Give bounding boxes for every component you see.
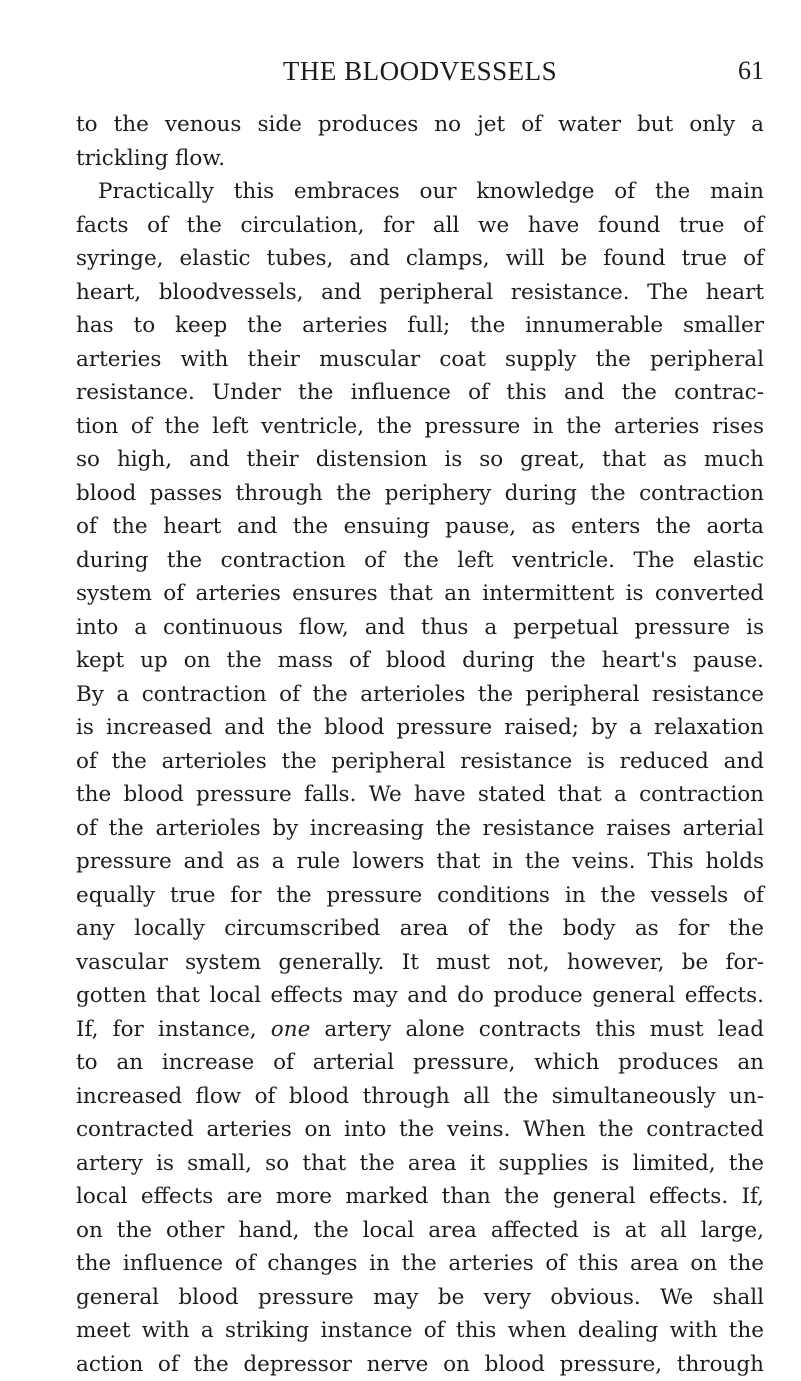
text-line: vascular system generally. It must not, however, be for- — [76, 949, 764, 975]
page-number: 61 — [738, 56, 764, 85]
running-title: THE BLOODVESSELS — [282, 56, 558, 86]
text-line: to an increase of arterial pressure, which produces an — [76, 1050, 764, 1075]
text-line: is increased and the blood pressure raised; by a relaxation — [76, 715, 764, 740]
text-line: facts of the circulation, for all we have found true of — [76, 212, 764, 238]
text-line: kept up on the mass of blood during the heart's pause. — [76, 648, 764, 673]
text-line: By a contraction of the arterioles the peripheral resistance — [76, 681, 764, 707]
text-line: general blood pressure may be very obvious. We shall — [76, 1284, 764, 1310]
text-segment: If, for instance, — [76, 1016, 271, 1042]
italic-word: one — [270, 1016, 311, 1042]
text-line: resistance. Under the influence of this and the contrac- — [76, 380, 764, 405]
text-line: arteries with their muscular coat supply the peripheral — [76, 346, 764, 372]
running-head — [76, 56, 764, 90]
text-line: system of arteries ensures that an intermittent is converted — [76, 581, 764, 606]
text-line: during the contraction of the left ventricle. The elastic — [76, 547, 764, 573]
text-line: of the arterioles the peripheral resistance is reduced and — [76, 748, 764, 774]
text-line: pressure and as a rule lowers that in the veins. This holds — [76, 849, 764, 874]
text-line: tion of the left ventricle, the pressure in the arteries rises — [76, 413, 764, 439]
text-line: of the heart and the ensuing pause, as enters the aorta — [76, 514, 764, 539]
text-line: local effects are more marked than the general effects. If, — [76, 1184, 764, 1209]
text-line: equally true for the pressure conditions in the vessels of — [76, 882, 764, 908]
text-line: the influence of changes in the arteries of this area on the — [76, 1251, 764, 1276]
text-line: any locally circumscribed area of the body as for the — [76, 916, 764, 941]
text-line: to the venous side produces no jet of water but only a — [76, 112, 764, 137]
text-line-with-italic — [76, 1013, 764, 1047]
text-line: trickling flow. — [76, 145, 226, 171]
text-line: blood passes through the periphery during the contraction — [76, 480, 764, 506]
text-line: artery is small, so that the area it supplies is limited, the — [76, 1150, 764, 1176]
text-line: the blood pressure falls. We have stated that a contraction — [76, 782, 764, 807]
text-line: so high, and their distension is so great, that as much — [76, 447, 764, 472]
body-text — [76, 108, 764, 1381]
text-line: has to keep the arteries full; the innumerable smaller — [76, 313, 764, 338]
text-line: meet with a striking instance of this when dealing with the — [76, 1318, 764, 1343]
text-segment: artery alone contracts this must lead — [310, 1016, 764, 1042]
text-line: syringe, elastic tubes, and clamps, will be found true of — [76, 246, 764, 271]
text-line: of the arterioles by increasing the resistance raises arterial — [76, 815, 764, 841]
text-line: heart, bloodvessels, and peripheral resistance. The heart — [76, 279, 764, 305]
text-line: into a continuous flow, and thus a perpetual pressure is — [76, 614, 764, 640]
text-line: increased flow of blood through all the simultaneously un- — [76, 1083, 764, 1109]
text-line: on the other hand, the local area affected is at all large, — [76, 1217, 764, 1243]
paragraph-start-line: Practically this embraces our knowledge of the main — [98, 179, 764, 204]
text-line: contracted arteries on into the veins. When the contracted — [76, 1117, 764, 1142]
text-line: action of the depressor nerve on blood pressure, through — [76, 1351, 764, 1377]
text-line: gotten that local effects may and do produce general effects. — [76, 983, 764, 1008]
